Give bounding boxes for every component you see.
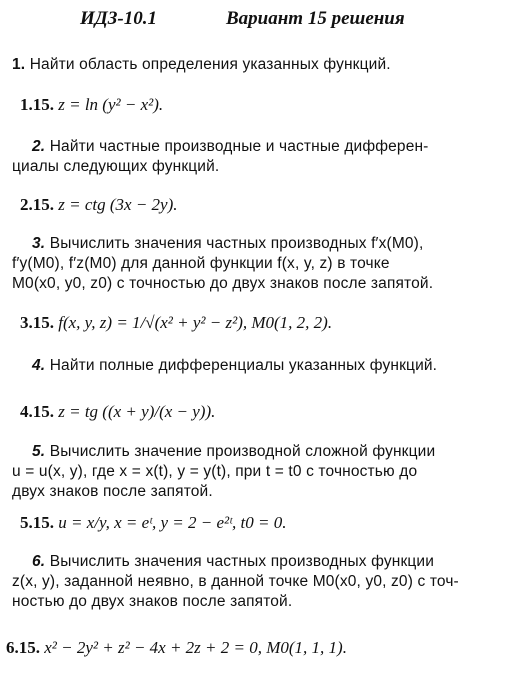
problem-number: 3.15. [20, 313, 54, 332]
task-text-line: ностью до двух знаков после запятой. [12, 593, 293, 610]
task-number: 1. [12, 56, 26, 73]
task-text-line: двух знаков после запятой. [12, 483, 213, 500]
variant-title: Вариант 15 решения [226, 8, 405, 29]
task-text-line: f′y(M0), f′z(M0) для данной функции f(x, y, z) в точке [12, 255, 390, 272]
problem-expression: z = ctg (3x − 2y). [58, 195, 178, 214]
task-number: 4. [32, 357, 46, 374]
task-text-line: циалы следующих функций. [12, 158, 220, 175]
problem-2-15 [20, 194, 178, 216]
task-text-line: Вычислить значения частных производных f′x(M0), [49, 235, 424, 252]
task-text-line: Найти полные дифференциалы указанных функций. [49, 357, 438, 374]
problem-5-15 [20, 512, 286, 534]
task-number: 3. [32, 235, 46, 252]
problem-expression: z = ln (y² − x²). [58, 95, 164, 114]
task-text-line: Вычислить значение производной сложной функции [49, 443, 436, 460]
problem-1-15 [20, 94, 163, 116]
problem-expression: u = x/y, x = eᵗ, y = 2 − e²ᵗ, t0 = 0. [58, 513, 287, 532]
problem-number: 5.15. [20, 513, 54, 532]
problem-4-15 [20, 401, 215, 423]
task-number: 2. [32, 138, 46, 155]
problem-number: 6.15. [6, 638, 40, 657]
problem-number: 4.15. [20, 402, 54, 421]
task-5 [12, 442, 502, 502]
task-text-line: Найти частные производные и частные дифферен- [49, 138, 429, 155]
task-text-line: M0(x0, y0, z0) с точностью до двух знаков после запятой. [12, 275, 434, 292]
problem-3-15 [20, 312, 332, 334]
task-number: 6. [32, 553, 46, 570]
problem-expression: x² − 2y² + z² − 4x + 2z + 2 = 0, M0(1, 1, 1). [44, 638, 347, 657]
task-1 [12, 55, 502, 75]
task-text-line: Вычислить значения частных производных функции [49, 553, 435, 570]
task-4 [12, 356, 502, 376]
assignment-code: ИДЗ-10.1 [80, 8, 158, 29]
task-text-line: z(x, y), заданной неявно, в данной точке M0(x0, y0, z0) с точ- [12, 573, 459, 590]
problem-expression: f(x, y, z) = 1/√(x² + y² − z²), M0(1, 2, 2). [58, 313, 333, 332]
task-text-line: u = u(x, y), где x = x(t), y = y(t), при t = t0 с точностью до [12, 463, 418, 480]
task-number: 5. [32, 443, 46, 460]
task-6 [12, 552, 502, 612]
task-3 [12, 234, 502, 294]
problem-number: 1.15. [20, 95, 54, 114]
problem-expression: z = tg ((x + y)/(x − y)). [58, 402, 216, 421]
task-text: Найти область определения указанных функций. [29, 56, 391, 73]
problem-number: 2.15. [20, 195, 54, 214]
task-2 [12, 137, 502, 177]
problem-6-15 [6, 637, 347, 659]
